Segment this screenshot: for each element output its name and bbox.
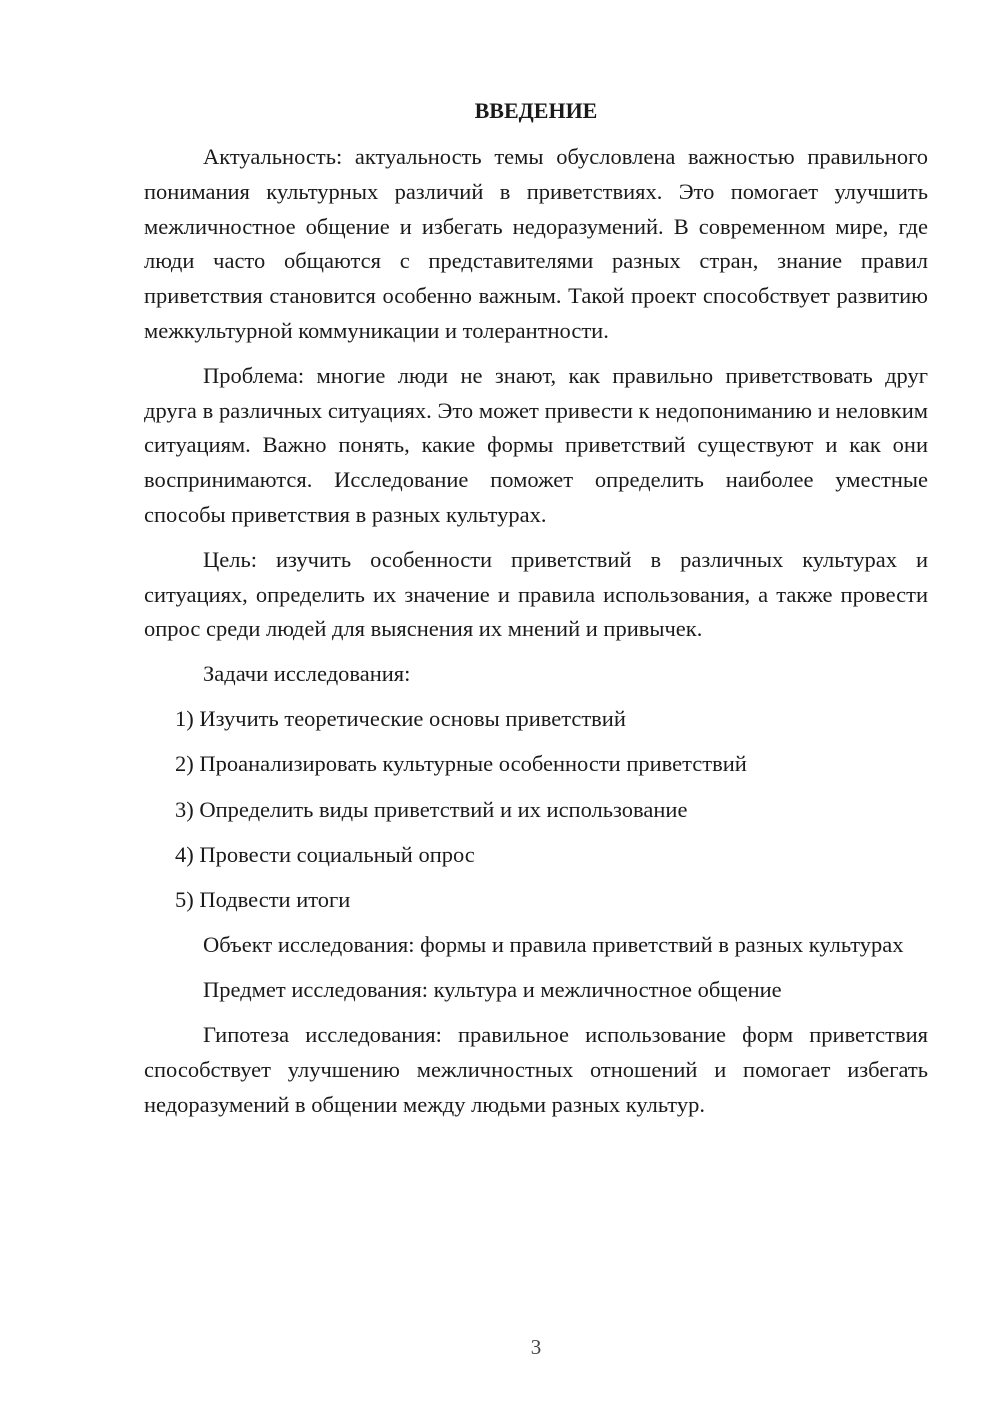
page-number: 3 <box>530 1335 542 1359</box>
page-content <box>144 94 928 1132</box>
section-heading: ВВЕДЕНИЕ <box>474 98 598 123</box>
subject-paragraph: Предмет исследования: культура и межличностное общение <box>203 977 782 1003</box>
relevance-paragraph: Актуальность: актуальность темы обусловлена важностью правильного понимания культурных различий в приветствиях. Это помогает улучшить межличностное общение и избегать недоразумений. В современном мире, где люди часто общаются с представителями разных стран, знание правил приветствия становится особенно важным. Такой проект способствует развитию межкультурной коммуникации и толерантности. <box>144 144 928 343</box>
problem-paragraph: Проблема: многие люди не знают, как правильно приветствовать друг друга в различных ситуациях. Это может привести к недопониманию и неловким ситуациям. Важно понять, какие формы приветствий существуют и как они воспринимаются. Исследование поможет определить наиболее уместные способы приветствия в разных культурах. <box>144 362 928 527</box>
tasks-list <box>144 702 928 918</box>
task-item: 5) Подвести итоги <box>175 887 351 913</box>
object-paragraph: Объект исследования: формы и правила приветствий в разных культурах <box>203 932 904 958</box>
task-item: 1) Изучить теоретические основы приветствий <box>175 705 626 731</box>
tasks-title: Задачи исследования: <box>203 661 411 687</box>
task-item: 3) Определить виды приветствий и их использование <box>175 796 688 822</box>
goal-paragraph: Цель: изучить особенности приветствий в различных культурах и ситуациях, определить их значение и правила использования, а также провести опрос среди людей для выяснения их мнений и привычек. <box>144 546 928 642</box>
task-item: 2) Проанализировать культурные особенности приветствий <box>175 751 747 777</box>
task-item: 4) Провести социальный опрос <box>175 841 475 867</box>
hypothesis-paragraph: Гипотеза исследования: правильное использование форм приветствия способствует улучшению межличностных отношений и помогает избегать недоразумений в общении между людьми разных культур. <box>144 1022 928 1117</box>
